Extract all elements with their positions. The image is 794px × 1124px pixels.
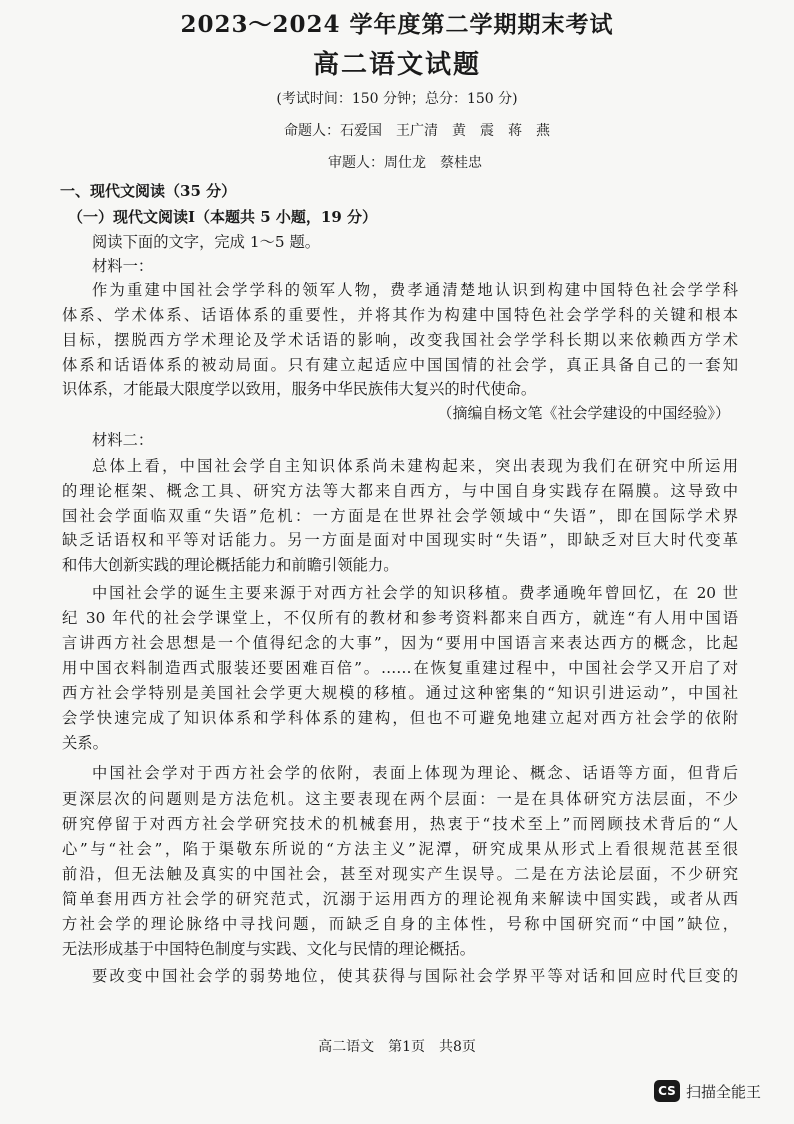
- exam-info: (考试时间：150 分钟；总分：150 分): [276, 91, 518, 107]
- text-line: 识体系，才能最大限度学以致用，服务中华民族伟大复兴的时代使命。: [62, 380, 537, 398]
- camscanner-logo-icon: CS: [654, 1080, 680, 1102]
- text-line: 言讲西方社会思想是一个值得纪念的大事”，因为“要用中国语言来表达西方的概念，比起: [62, 634, 738, 652]
- setters: 命题人：石爱国 王广清 黄 震 蒋 燕: [284, 123, 550, 139]
- instruction: 阅读下面的文字，完成 1～5 题。: [92, 233, 321, 251]
- text-line: 缺乏话语权和平等对话能力。另一方面是面对中国现实时“失语”，即缺乏对巨大时代变革: [62, 531, 738, 549]
- scanner-watermark: [654, 1080, 761, 1102]
- text-line: 更深层次的问题则是方法危机。这主要表现在两个层面：一是在具体研究方法层面，不少: [62, 790, 738, 808]
- text-line: 的理论框架、概念工具、研究方法等大都来自西方，与中国自身实践存在隔膜。这导致中: [62, 482, 738, 500]
- text-line: 方社会学的理论脉络中寻找问题，而缺乏自身的主体性，号称中国研究而“中国”缺位，: [62, 915, 738, 933]
- reviewers: 审题人：周仕龙 蔡桂忠: [328, 155, 482, 171]
- text-line: 国社会学面临双重“失语”危机：一方面是在世界社会学领域中“失语”，即在国际学术界: [62, 507, 738, 525]
- text-line: 前沿，但无法触及真实的中国社会，甚至对现实产生误导。二是在方法论层面，不少研究: [62, 865, 738, 883]
- text-line: 总体上看，中国社会学自主知识体系尚未建构起来，突出表现为我们在研究中所运用: [92, 457, 738, 475]
- text-line: 心”与“社会”，陷于渠敬东所说的“方法主义”泥潭，研究成果从形式上看很规范甚至很: [62, 840, 738, 858]
- exam-title: 2023～2024 学年度第二学期期末考试: [180, 11, 614, 38]
- text-line: 简单套用西方社会学的研究范式，沉溺于运用西方的理论视角来解读中国实践，或者从西: [62, 890, 738, 908]
- material-2-label: 材料二：: [92, 431, 154, 449]
- text-line: 关系。: [62, 734, 108, 752]
- scanner-app-name: 扫描全能王: [686, 1082, 762, 1101]
- text-line: 中国社会学对于西方社会学的依附，表面上体现为理论、概念、话语等方面，但背后: [92, 764, 738, 782]
- text-line: 目标，摆脱西方学术理论及学术话语的影响，改变我国社会学学科长期以来依赖西方学术: [62, 331, 738, 349]
- text-line: 会学快速完成了知识体系和学科体系的建构，但也不可避免地建立起对西方社会学的依附: [62, 709, 738, 727]
- text-line: 和伟大创新实践的理论概括能力和前瞻引领能力。: [62, 556, 399, 574]
- text-line: 无法形成基于中国特色制度与实践、文化与民情的理论概括。: [62, 940, 476, 958]
- text-line: 体系、学术体系、话语体系的重要性，并将其作为构建中国特色社会学学科的关键和根本: [62, 306, 738, 324]
- text-line: 体系和话语体系的被动局面。只有建立起适应中国国情的社会学，真正具备自己的一套知: [62, 356, 738, 374]
- text-line: 作为重建中国社会学学科的领军人物，费孝通清楚地认识到构建中国特色社会学学科: [92, 281, 738, 299]
- material-1-label: 材料一：: [92, 257, 154, 275]
- text-line: 要改变中国社会学的弱势地位，使其获得与国际社会学界平等对话和回应时代巨变的: [92, 967, 738, 985]
- page-footer: 高二语文 第1页 共8页: [318, 1039, 476, 1055]
- text-line: 西方社会学特别是美国社会学更大规模的移植。通过这种密集的“知识引进运动”，中国社: [62, 684, 738, 702]
- exam-subject: 高二语文试题: [312, 50, 481, 80]
- text-line: 纪 30 年代的社会学课堂上，不仅所有的教材和参考资料都来自西方，就连“有人用中国语: [62, 609, 738, 627]
- subsection-heading: （一）现代文阅读Ⅰ（本题共 5 小题，19 分）: [68, 208, 377, 226]
- text-line: 中国社会学的诞生主要来源于对西方社会学的知识移植。费孝通晚年曾回忆，在 20 世: [92, 584, 738, 602]
- text-line: 研究停留于对西方社会学研究技术的机械套用，热衷于“技术至上”而罔顾技术背后的“人: [62, 815, 738, 833]
- text-line: 用中国衣料制造西式服装还要困难百倍”。……在恢复重建过程中，中国社会学又开启了对: [62, 659, 738, 677]
- section-heading: 一、现代文阅读（35 分）: [60, 182, 237, 200]
- material-1-source: （摘编自杨文笔《社会学建设的中国经验》）: [437, 404, 730, 422]
